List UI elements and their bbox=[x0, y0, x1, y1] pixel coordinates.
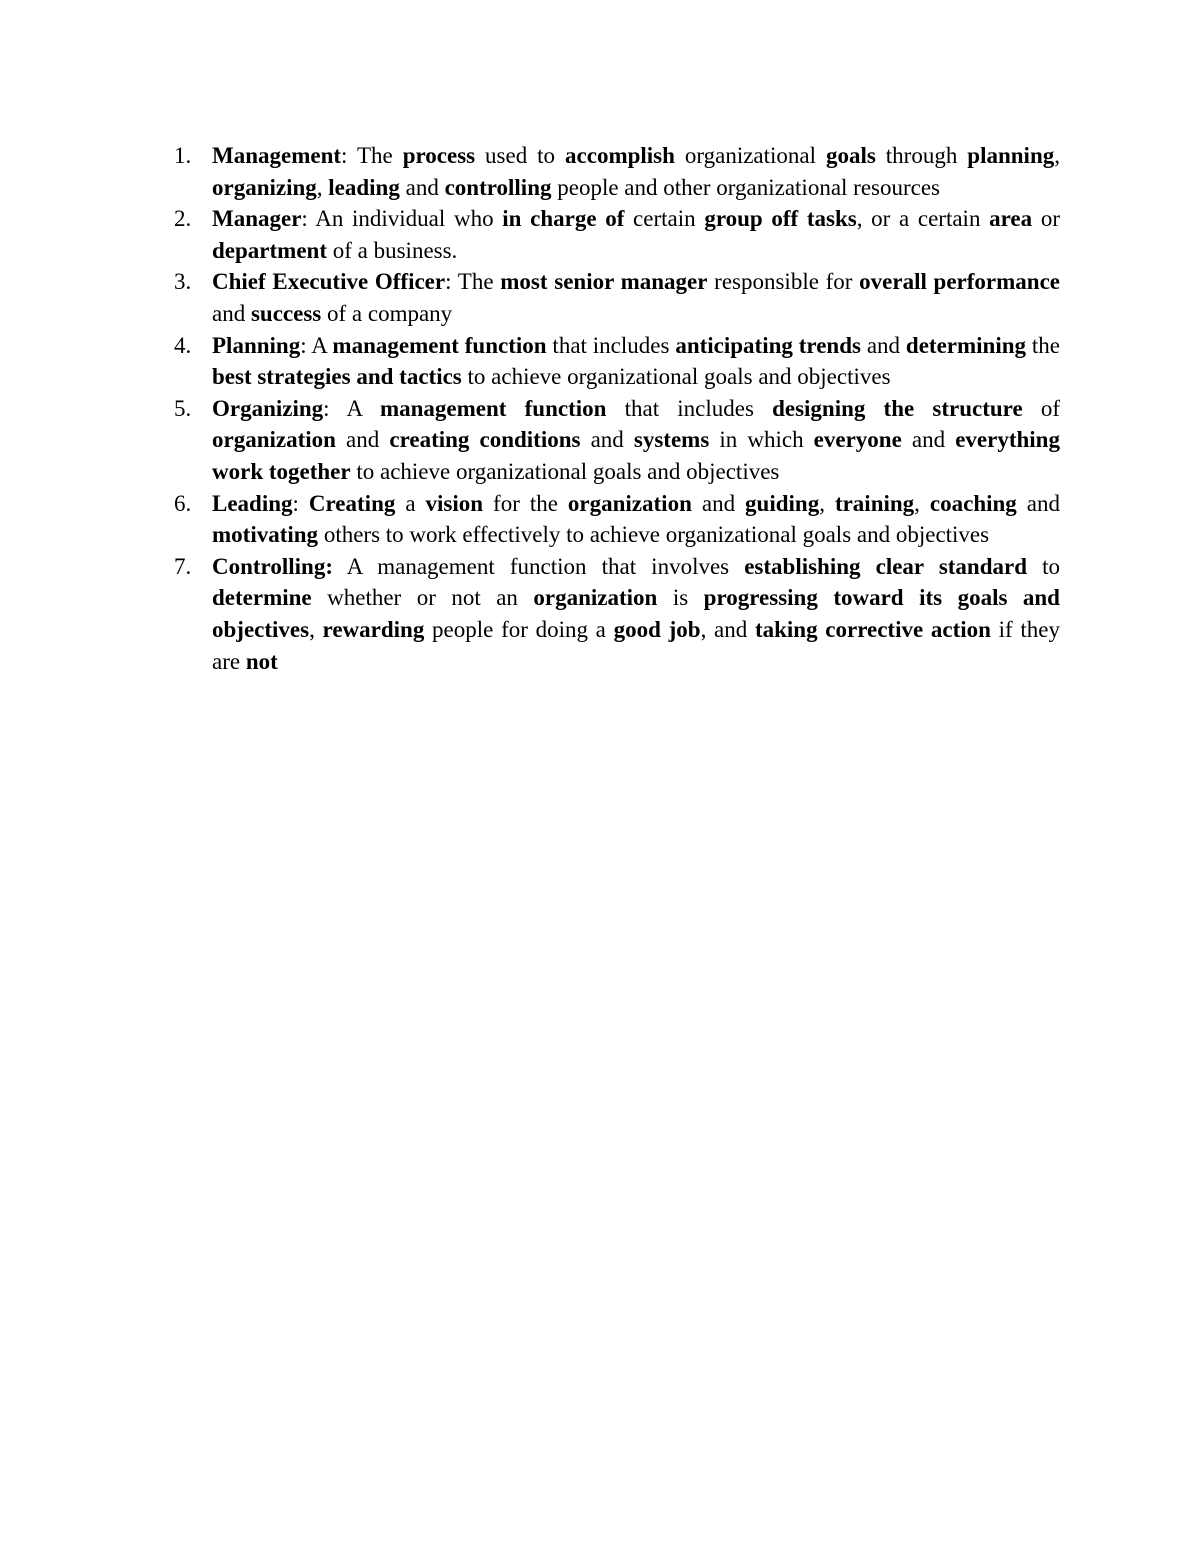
text-run: and bbox=[901, 427, 956, 453]
bold-term: most senior manager bbox=[500, 269, 708, 295]
bold-term: success bbox=[250, 300, 322, 326]
list-item-text bbox=[212, 396, 1060, 484]
text-run: and bbox=[212, 300, 251, 326]
bold-term: organization bbox=[567, 490, 692, 516]
text-run: organizational bbox=[674, 143, 826, 168]
text-run: : The bbox=[341, 143, 403, 168]
bold-term: leading bbox=[328, 174, 400, 200]
list-item-number: 7. bbox=[174, 553, 192, 579]
text-run: or bbox=[1032, 206, 1060, 232]
text-run: for the bbox=[483, 490, 568, 516]
list-item-number: 2. bbox=[174, 206, 192, 232]
bold-term: training bbox=[834, 490, 915, 516]
bold-term: area bbox=[989, 206, 1033, 232]
text-run: the bbox=[1026, 332, 1060, 358]
list-item-text bbox=[212, 206, 1060, 263]
text-run: , bbox=[819, 490, 835, 516]
text-run: , bbox=[309, 616, 323, 642]
list-item-number: 1. bbox=[174, 143, 192, 168]
text-run: a bbox=[395, 490, 426, 516]
text-run: whether or not an bbox=[311, 585, 534, 611]
text-run: people and other organizational resources bbox=[551, 174, 941, 200]
text-run: A management function that involves bbox=[332, 553, 745, 579]
bold-term: everyone bbox=[813, 427, 902, 453]
list-item-text bbox=[212, 491, 1060, 548]
text-run: : bbox=[292, 490, 309, 516]
text-run: , bbox=[316, 174, 329, 200]
bold-term: not bbox=[245, 648, 278, 674]
bold-term: Management bbox=[212, 143, 342, 168]
bold-term: controlling bbox=[444, 174, 552, 200]
list-item bbox=[168, 393, 1060, 488]
text-run: to achieve organizational goals and objectives bbox=[350, 458, 780, 484]
text-run: of bbox=[1022, 395, 1060, 421]
text-run: through bbox=[875, 143, 968, 168]
bold-term: Leading bbox=[212, 490, 293, 516]
list-item-text bbox=[212, 333, 1060, 390]
text-run: : A bbox=[300, 332, 333, 358]
text-run: people for doing a bbox=[424, 616, 614, 642]
bold-term: designing the structure bbox=[772, 395, 1023, 421]
bold-term: coaching bbox=[929, 490, 1017, 516]
list-item-number: 4. bbox=[174, 332, 192, 358]
bold-term: overall performance bbox=[859, 269, 1061, 295]
text-run: and bbox=[691, 490, 746, 516]
text-run: , and bbox=[700, 616, 755, 642]
bold-term: progressing toward its goals and objectives bbox=[212, 585, 1060, 642]
text-run: that includes bbox=[546, 332, 676, 358]
list-item-number: 5. bbox=[174, 395, 192, 421]
bold-term: management function bbox=[379, 395, 607, 421]
bold-term: determine bbox=[212, 585, 312, 611]
text-run: others to work effectively to achieve organizational goals and objectives bbox=[318, 522, 990, 548]
definitions-list bbox=[168, 140, 1060, 677]
list-item bbox=[168, 203, 1060, 266]
list-item-text bbox=[212, 554, 1060, 674]
bold-term: Chief Executive Officer bbox=[212, 269, 446, 295]
bold-term: creating conditions bbox=[389, 427, 581, 453]
list-item bbox=[168, 488, 1060, 551]
text-run: and bbox=[399, 174, 445, 200]
text-run: : A bbox=[323, 395, 380, 421]
bold-term: planning bbox=[967, 143, 1055, 168]
text-run: used to bbox=[475, 143, 566, 168]
text-run: certain bbox=[624, 206, 705, 232]
text-run: to bbox=[1027, 553, 1061, 579]
text-run: of a business. bbox=[326, 237, 458, 263]
text-run: to achieve organizational goals and objectives bbox=[461, 364, 891, 390]
bold-term: systems bbox=[633, 427, 710, 453]
list-item bbox=[168, 551, 1060, 677]
text-run: responsible for bbox=[707, 269, 860, 295]
bold-term: management function bbox=[332, 332, 547, 358]
bold-term: in charge of bbox=[502, 206, 625, 232]
bold-term: organization bbox=[533, 585, 658, 611]
bold-term: department bbox=[212, 237, 327, 263]
list-item bbox=[168, 266, 1060, 329]
text-run: that includes bbox=[606, 395, 773, 421]
list-item-number: 6. bbox=[174, 490, 192, 516]
bold-term: taking corrective action bbox=[754, 616, 991, 642]
text-run: : The bbox=[445, 269, 501, 295]
bold-term: goals bbox=[825, 143, 876, 168]
bold-term: Creating bbox=[308, 490, 396, 516]
bold-term: Controlling: bbox=[212, 553, 333, 579]
text-run: and bbox=[580, 427, 634, 453]
bold-term: establishing clear standard bbox=[744, 553, 1028, 579]
text-run: and bbox=[860, 332, 906, 358]
list-item-number: 3. bbox=[174, 269, 192, 295]
bold-term: Planning bbox=[212, 332, 301, 358]
text-run: is bbox=[657, 585, 704, 611]
bold-term: Organizing bbox=[212, 395, 324, 421]
bold-term: organizing bbox=[212, 174, 317, 200]
text-run: in which bbox=[709, 427, 814, 453]
bold-term: Manager bbox=[212, 206, 302, 232]
bold-term: determining bbox=[905, 332, 1027, 358]
text-run: : An individual who bbox=[301, 206, 503, 232]
bold-term: good job bbox=[613, 616, 701, 642]
bold-term: group off tasks bbox=[704, 206, 857, 232]
text-run: , or a certain bbox=[856, 206, 990, 232]
bold-term: motivating bbox=[212, 522, 319, 548]
bold-term: accomplish bbox=[565, 143, 675, 168]
list-item bbox=[168, 140, 1060, 203]
text-run: and bbox=[335, 427, 390, 453]
text-run: , bbox=[914, 490, 930, 516]
bold-term: vision bbox=[425, 490, 484, 516]
bold-term: best strategies and tactics bbox=[212, 364, 462, 390]
text-run: , bbox=[1054, 143, 1060, 168]
bold-term: organization bbox=[212, 427, 336, 453]
bold-term: everything work together bbox=[212, 427, 1060, 484]
bold-term: rewarding bbox=[322, 616, 425, 642]
bold-term: anticipating trends bbox=[675, 332, 861, 358]
text-run: of a company bbox=[321, 300, 453, 326]
text-run: if they are bbox=[212, 616, 1060, 674]
bold-term: guiding bbox=[745, 490, 820, 516]
bold-term: process bbox=[402, 143, 476, 168]
list-item-text bbox=[212, 143, 1060, 200]
text-run: and bbox=[1016, 490, 1060, 516]
list-item-text bbox=[212, 269, 1060, 326]
list-item bbox=[168, 330, 1060, 393]
